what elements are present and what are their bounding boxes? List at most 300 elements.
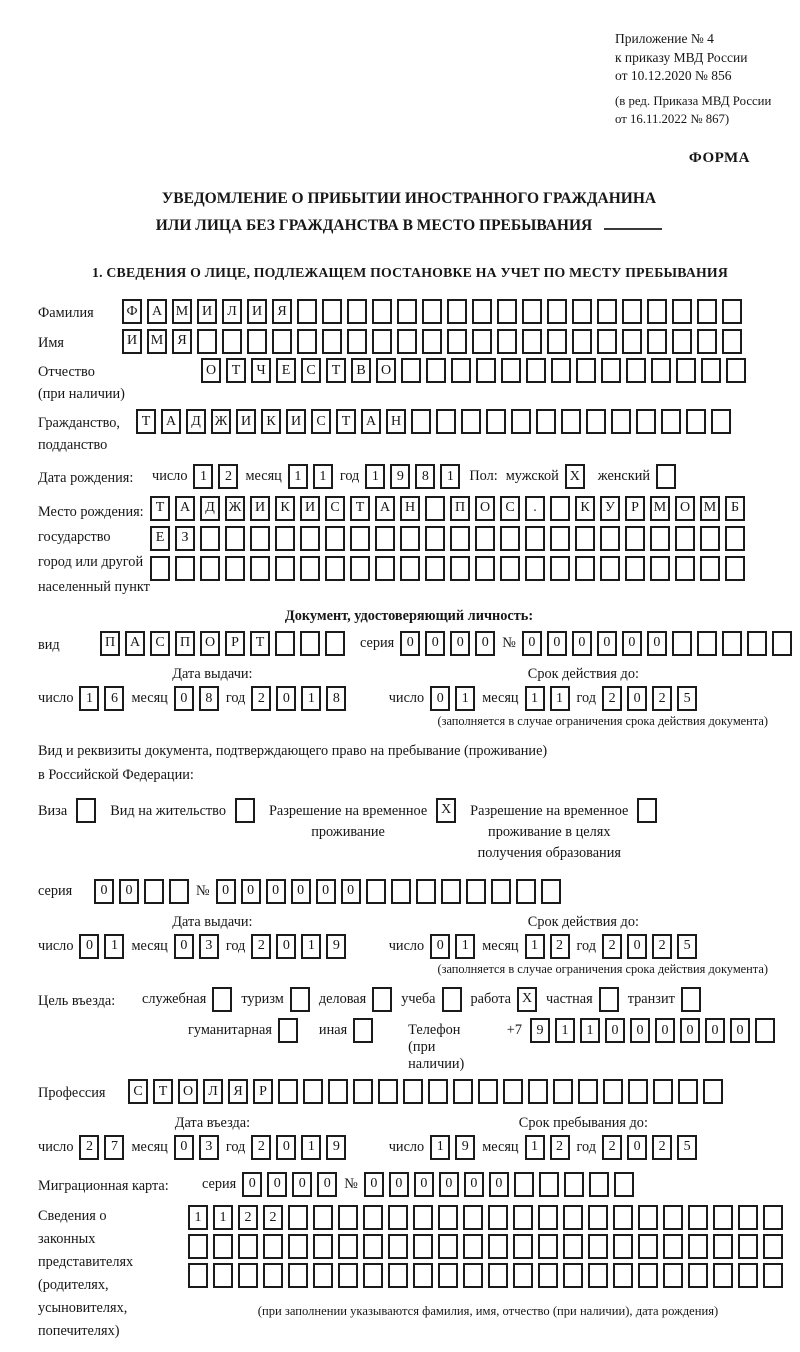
char-box[interactable]: 0 bbox=[400, 631, 420, 656]
char-box[interactable] bbox=[250, 526, 270, 551]
sex-female-checkbox[interactable] bbox=[656, 464, 681, 489]
doc-issue-month-input[interactable] bbox=[174, 686, 224, 711]
char-box[interactable] bbox=[213, 1234, 233, 1259]
char-box[interactable] bbox=[388, 1263, 408, 1288]
patronymic-input[interactable] bbox=[201, 358, 751, 383]
char-box[interactable] bbox=[625, 526, 645, 551]
char-box[interactable] bbox=[235, 798, 255, 823]
char-box[interactable] bbox=[663, 1234, 683, 1259]
char-box[interactable]: 2 bbox=[238, 1205, 258, 1230]
char-box[interactable]: 8 bbox=[199, 686, 219, 711]
char-box[interactable]: О bbox=[475, 496, 495, 521]
char-box[interactable]: 5 bbox=[677, 686, 697, 711]
char-box[interactable]: К bbox=[261, 409, 281, 434]
doc-kind-input[interactable] bbox=[100, 631, 350, 656]
char-box[interactable]: 0 bbox=[276, 686, 296, 711]
char-box[interactable] bbox=[513, 1263, 533, 1288]
char-box[interactable] bbox=[447, 329, 467, 354]
char-box[interactable]: 2 bbox=[602, 686, 622, 711]
residence-issue-day-input[interactable] bbox=[79, 934, 129, 959]
char-box[interactable] bbox=[375, 526, 395, 551]
citizenship-input[interactable] bbox=[136, 409, 736, 434]
char-box[interactable]: 2 bbox=[602, 1135, 622, 1160]
char-box[interactable]: 1 bbox=[104, 934, 124, 959]
char-box[interactable]: 2 bbox=[602, 934, 622, 959]
residence-valid-year-input[interactable] bbox=[602, 934, 702, 959]
char-box[interactable] bbox=[150, 556, 170, 581]
entry-year-input[interactable] bbox=[251, 1135, 351, 1160]
doc-series-input[interactable] bbox=[400, 631, 500, 656]
char-box[interactable] bbox=[413, 1234, 433, 1259]
char-box[interactable]: 0 bbox=[425, 631, 445, 656]
phone-input[interactable] bbox=[530, 1018, 780, 1043]
doc-issue-year-input[interactable] bbox=[251, 686, 351, 711]
char-box[interactable] bbox=[697, 299, 717, 324]
char-box[interactable] bbox=[676, 358, 696, 383]
char-box[interactable]: 1 bbox=[555, 1018, 575, 1043]
stay-year-input[interactable] bbox=[602, 1135, 702, 1160]
residence-issue-month-input[interactable] bbox=[174, 934, 224, 959]
char-box[interactable]: X bbox=[517, 987, 537, 1012]
char-box[interactable] bbox=[497, 329, 517, 354]
char-box[interactable]: Я bbox=[172, 329, 192, 354]
char-box[interactable]: О bbox=[675, 496, 695, 521]
char-box[interactable]: Ж bbox=[211, 409, 231, 434]
char-box[interactable] bbox=[397, 329, 417, 354]
char-box[interactable] bbox=[600, 526, 620, 551]
char-box[interactable]: 0 bbox=[430, 686, 450, 711]
char-box[interactable] bbox=[713, 1205, 733, 1230]
char-box[interactable] bbox=[478, 1079, 498, 1104]
char-box[interactable] bbox=[700, 556, 720, 581]
char-box[interactable]: 1 bbox=[79, 686, 99, 711]
char-box[interactable]: А bbox=[161, 409, 181, 434]
char-box[interactable]: X bbox=[565, 464, 585, 489]
char-box[interactable] bbox=[488, 1205, 508, 1230]
residence-permit-checkbox[interactable] bbox=[226, 798, 255, 823]
char-box[interactable] bbox=[288, 1234, 308, 1259]
char-box[interactable] bbox=[197, 329, 217, 354]
char-box[interactable]: 9 bbox=[326, 934, 346, 959]
char-box[interactable]: 0 bbox=[450, 631, 470, 656]
char-box[interactable] bbox=[303, 1079, 323, 1104]
char-box[interactable]: 2 bbox=[550, 1135, 570, 1160]
char-box[interactable]: 1 bbox=[301, 686, 321, 711]
char-box[interactable]: П bbox=[100, 631, 120, 656]
char-box[interactable] bbox=[325, 631, 345, 656]
char-box[interactable]: 0 bbox=[605, 1018, 625, 1043]
char-box[interactable]: 0 bbox=[79, 934, 99, 959]
char-box[interactable] bbox=[272, 329, 292, 354]
char-box[interactable] bbox=[688, 1263, 708, 1288]
char-box[interactable]: 0 bbox=[627, 686, 647, 711]
char-box[interactable] bbox=[675, 526, 695, 551]
char-box[interactable] bbox=[722, 329, 742, 354]
char-box[interactable] bbox=[338, 1263, 358, 1288]
char-box[interactable]: 8 bbox=[415, 464, 435, 489]
char-box[interactable]: 9 bbox=[390, 464, 410, 489]
char-box[interactable]: Д bbox=[200, 496, 220, 521]
char-box[interactable] bbox=[372, 987, 392, 1012]
char-box[interactable]: 0 bbox=[572, 631, 592, 656]
char-box[interactable] bbox=[551, 358, 571, 383]
char-box[interactable] bbox=[563, 1263, 583, 1288]
char-box[interactable] bbox=[378, 1079, 398, 1104]
char-box[interactable] bbox=[575, 526, 595, 551]
char-box[interactable] bbox=[238, 1234, 258, 1259]
char-box[interactable] bbox=[563, 1205, 583, 1230]
char-box[interactable] bbox=[353, 1018, 373, 1043]
char-box[interactable] bbox=[672, 329, 692, 354]
char-box[interactable] bbox=[547, 329, 567, 354]
char-box[interactable] bbox=[466, 879, 486, 904]
char-box[interactable]: Т bbox=[326, 358, 346, 383]
char-box[interactable] bbox=[701, 358, 721, 383]
char-box[interactable] bbox=[611, 409, 631, 434]
char-box[interactable]: Ф bbox=[122, 299, 142, 324]
char-box[interactable]: Е bbox=[276, 358, 296, 383]
char-box[interactable] bbox=[388, 1234, 408, 1259]
birth-place-row2-input[interactable] bbox=[150, 526, 750, 551]
char-box[interactable]: 2 bbox=[251, 686, 271, 711]
char-box[interactable]: Я bbox=[228, 1079, 248, 1104]
char-box[interactable]: О bbox=[201, 358, 221, 383]
char-box[interactable] bbox=[553, 1079, 573, 1104]
char-box[interactable] bbox=[713, 1234, 733, 1259]
char-box[interactable] bbox=[372, 329, 392, 354]
residence-valid-month-input[interactable] bbox=[525, 934, 575, 959]
char-box[interactable]: С bbox=[325, 496, 345, 521]
char-box[interactable]: 0 bbox=[630, 1018, 650, 1043]
char-box[interactable]: И bbox=[122, 329, 142, 354]
char-box[interactable] bbox=[697, 329, 717, 354]
char-box[interactable] bbox=[225, 526, 245, 551]
char-box[interactable] bbox=[622, 299, 642, 324]
purpose-official-checkbox[interactable] bbox=[212, 987, 232, 1012]
char-box[interactable] bbox=[200, 526, 220, 551]
char-box[interactable] bbox=[563, 1234, 583, 1259]
char-box[interactable] bbox=[536, 409, 556, 434]
char-box[interactable]: 0 bbox=[317, 1172, 337, 1197]
char-box[interactable] bbox=[588, 1205, 608, 1230]
char-box[interactable] bbox=[263, 1234, 283, 1259]
char-box[interactable] bbox=[600, 556, 620, 581]
char-box[interactable]: 5 bbox=[677, 934, 697, 959]
char-box[interactable] bbox=[300, 631, 320, 656]
residence-number-input[interactable] bbox=[216, 879, 566, 904]
residence-series-input[interactable] bbox=[94, 879, 194, 904]
char-box[interactable]: 0 bbox=[627, 1135, 647, 1160]
char-box[interactable] bbox=[755, 1018, 775, 1043]
char-box[interactable]: 0 bbox=[475, 631, 495, 656]
char-box[interactable]: . bbox=[525, 496, 545, 521]
char-box[interactable] bbox=[325, 526, 345, 551]
char-box[interactable] bbox=[525, 556, 545, 581]
char-box[interactable]: К bbox=[575, 496, 595, 521]
char-box[interactable] bbox=[391, 879, 411, 904]
char-box[interactable] bbox=[451, 358, 471, 383]
char-box[interactable] bbox=[599, 987, 619, 1012]
purpose-humanitarian-checkbox[interactable] bbox=[278, 1018, 298, 1043]
char-box[interactable]: 1 bbox=[193, 464, 213, 489]
char-box[interactable]: 0 bbox=[341, 879, 361, 904]
char-box[interactable] bbox=[363, 1205, 383, 1230]
char-box[interactable] bbox=[622, 329, 642, 354]
char-box[interactable] bbox=[650, 556, 670, 581]
char-box[interactable]: 2 bbox=[251, 934, 271, 959]
char-box[interactable] bbox=[425, 556, 445, 581]
char-box[interactable] bbox=[475, 556, 495, 581]
char-box[interactable] bbox=[366, 879, 386, 904]
doc-valid-year-input[interactable] bbox=[602, 686, 702, 711]
birth-month-input[interactable] bbox=[288, 464, 338, 489]
char-box[interactable] bbox=[572, 299, 592, 324]
char-box[interactable] bbox=[747, 631, 767, 656]
char-box[interactable]: М bbox=[650, 496, 670, 521]
char-box[interactable]: Т bbox=[250, 631, 270, 656]
char-box[interactable] bbox=[550, 496, 570, 521]
char-box[interactable] bbox=[738, 1263, 758, 1288]
char-box[interactable] bbox=[678, 1079, 698, 1104]
char-box[interactable] bbox=[288, 1205, 308, 1230]
char-box[interactable] bbox=[313, 1205, 333, 1230]
char-box[interactable]: 0 bbox=[464, 1172, 484, 1197]
char-box[interactable]: И bbox=[300, 496, 320, 521]
char-box[interactable] bbox=[144, 879, 164, 904]
char-box[interactable] bbox=[672, 631, 692, 656]
char-box[interactable]: А bbox=[175, 496, 195, 521]
char-box[interactable]: Д bbox=[186, 409, 206, 434]
char-box[interactable]: 1 bbox=[313, 464, 333, 489]
char-box[interactable]: 3 bbox=[199, 934, 219, 959]
char-box[interactable]: 1 bbox=[455, 686, 475, 711]
purpose-tourism-checkbox[interactable] bbox=[290, 987, 310, 1012]
char-box[interactable]: 0 bbox=[174, 934, 194, 959]
char-box[interactable]: 1 bbox=[525, 686, 545, 711]
char-box[interactable] bbox=[522, 299, 542, 324]
char-box[interactable] bbox=[614, 1172, 634, 1197]
char-box[interactable] bbox=[488, 1234, 508, 1259]
char-box[interactable]: 1 bbox=[525, 1135, 545, 1160]
char-box[interactable] bbox=[375, 556, 395, 581]
char-box[interactable] bbox=[338, 1234, 358, 1259]
char-box[interactable] bbox=[238, 1263, 258, 1288]
char-box[interactable] bbox=[463, 1205, 483, 1230]
char-box[interactable] bbox=[613, 1263, 633, 1288]
char-box[interactable]: П bbox=[175, 631, 195, 656]
char-box[interactable]: Т bbox=[150, 496, 170, 521]
char-box[interactable] bbox=[628, 1079, 648, 1104]
char-box[interactable]: 0 bbox=[389, 1172, 409, 1197]
char-box[interactable] bbox=[561, 409, 581, 434]
char-box[interactable] bbox=[503, 1079, 523, 1104]
char-box[interactable]: 2 bbox=[251, 1135, 271, 1160]
doc-valid-month-input[interactable] bbox=[525, 686, 575, 711]
char-box[interactable]: Ч bbox=[251, 358, 271, 383]
char-box[interactable] bbox=[422, 329, 442, 354]
char-box[interactable]: М bbox=[172, 299, 192, 324]
char-box[interactable] bbox=[511, 409, 531, 434]
char-box[interactable] bbox=[613, 1234, 633, 1259]
char-box[interactable]: Л bbox=[203, 1079, 223, 1104]
char-box[interactable]: С bbox=[128, 1079, 148, 1104]
purpose-transit-checkbox[interactable] bbox=[681, 987, 701, 1012]
char-box[interactable] bbox=[213, 1263, 233, 1288]
purpose-other-checkbox[interactable] bbox=[353, 1018, 373, 1043]
char-box[interactable]: 1 bbox=[430, 1135, 450, 1160]
char-box[interactable] bbox=[328, 1079, 348, 1104]
char-box[interactable]: Т bbox=[136, 409, 156, 434]
char-box[interactable]: 0 bbox=[730, 1018, 750, 1043]
char-box[interactable] bbox=[638, 1263, 658, 1288]
migration-number-input[interactable] bbox=[364, 1172, 639, 1197]
char-box[interactable] bbox=[212, 987, 232, 1012]
char-box[interactable]: У bbox=[600, 496, 620, 521]
char-box[interactable] bbox=[413, 1263, 433, 1288]
representatives-row1-input[interactable] bbox=[188, 1205, 788, 1230]
birth-day-input[interactable] bbox=[193, 464, 243, 489]
char-box[interactable] bbox=[403, 1079, 423, 1104]
char-box[interactable] bbox=[275, 526, 295, 551]
char-box[interactable] bbox=[538, 1205, 558, 1230]
char-box[interactable] bbox=[426, 358, 446, 383]
char-box[interactable] bbox=[526, 358, 546, 383]
char-box[interactable] bbox=[613, 1205, 633, 1230]
char-box[interactable]: С bbox=[150, 631, 170, 656]
purpose-study-checkbox[interactable] bbox=[442, 987, 462, 1012]
char-box[interactable] bbox=[638, 1205, 658, 1230]
char-box[interactable]: 0 bbox=[705, 1018, 725, 1043]
char-box[interactable]: 0 bbox=[216, 879, 236, 904]
char-box[interactable] bbox=[322, 329, 342, 354]
char-box[interactable] bbox=[651, 358, 671, 383]
char-box[interactable]: 5 bbox=[677, 1135, 697, 1160]
char-box[interactable]: А bbox=[125, 631, 145, 656]
char-box[interactable]: X bbox=[436, 798, 456, 823]
char-box[interactable]: 0 bbox=[276, 1135, 296, 1160]
char-box[interactable] bbox=[278, 1079, 298, 1104]
char-box[interactable] bbox=[550, 556, 570, 581]
char-box[interactable] bbox=[647, 329, 667, 354]
char-box[interactable]: К bbox=[275, 496, 295, 521]
stay-day-input[interactable] bbox=[430, 1135, 480, 1160]
char-box[interactable]: 2 bbox=[263, 1205, 283, 1230]
char-box[interactable] bbox=[601, 358, 621, 383]
char-box[interactable] bbox=[500, 556, 520, 581]
char-box[interactable]: И bbox=[197, 299, 217, 324]
char-box[interactable]: 0 bbox=[627, 934, 647, 959]
char-box[interactable] bbox=[200, 556, 220, 581]
char-box[interactable] bbox=[603, 1079, 623, 1104]
char-box[interactable] bbox=[436, 409, 456, 434]
char-box[interactable] bbox=[463, 1263, 483, 1288]
char-box[interactable] bbox=[372, 299, 392, 324]
char-box[interactable] bbox=[650, 526, 670, 551]
char-box[interactable]: 1 bbox=[301, 934, 321, 959]
char-box[interactable] bbox=[450, 556, 470, 581]
char-box[interactable] bbox=[347, 329, 367, 354]
char-box[interactable]: Т bbox=[336, 409, 356, 434]
char-box[interactable]: Я bbox=[272, 299, 292, 324]
char-box[interactable]: 9 bbox=[455, 1135, 475, 1160]
char-box[interactable]: Р bbox=[625, 496, 645, 521]
char-box[interactable]: 6 bbox=[104, 686, 124, 711]
char-box[interactable] bbox=[401, 358, 421, 383]
char-box[interactable] bbox=[288, 1263, 308, 1288]
char-box[interactable] bbox=[738, 1234, 758, 1259]
char-box[interactable]: 0 bbox=[292, 1172, 312, 1197]
char-box[interactable]: 1 bbox=[525, 934, 545, 959]
char-box[interactable] bbox=[738, 1205, 758, 1230]
char-box[interactable]: 9 bbox=[530, 1018, 550, 1043]
char-box[interactable]: 0 bbox=[276, 934, 296, 959]
name-input[interactable] bbox=[122, 329, 747, 354]
char-box[interactable] bbox=[353, 1079, 373, 1104]
char-box[interactable] bbox=[413, 1205, 433, 1230]
char-box[interactable]: 0 bbox=[174, 686, 194, 711]
char-box[interactable]: 9 bbox=[326, 1135, 346, 1160]
char-box[interactable] bbox=[575, 556, 595, 581]
char-box[interactable]: 1 bbox=[455, 934, 475, 959]
char-box[interactable] bbox=[697, 631, 717, 656]
entry-day-input[interactable] bbox=[79, 1135, 129, 1160]
char-box[interactable] bbox=[501, 358, 521, 383]
char-box[interactable] bbox=[653, 1079, 673, 1104]
char-box[interactable]: 1 bbox=[580, 1018, 600, 1043]
sex-male-checkbox[interactable] bbox=[565, 464, 590, 489]
char-box[interactable] bbox=[725, 526, 745, 551]
char-box[interactable] bbox=[656, 464, 676, 489]
char-box[interactable] bbox=[722, 299, 742, 324]
char-box[interactable] bbox=[497, 299, 517, 324]
char-box[interactable]: З bbox=[175, 526, 195, 551]
char-box[interactable]: 0 bbox=[316, 879, 336, 904]
char-box[interactable] bbox=[325, 556, 345, 581]
char-box[interactable] bbox=[547, 299, 567, 324]
char-box[interactable] bbox=[297, 299, 317, 324]
char-box[interactable] bbox=[538, 1263, 558, 1288]
char-box[interactable] bbox=[442, 987, 462, 1012]
char-box[interactable] bbox=[564, 1172, 584, 1197]
char-box[interactable] bbox=[350, 556, 370, 581]
char-box[interactable]: А bbox=[147, 299, 167, 324]
char-box[interactable] bbox=[576, 358, 596, 383]
char-box[interactable] bbox=[175, 556, 195, 581]
char-box[interactable]: 2 bbox=[652, 1135, 672, 1160]
char-box[interactable] bbox=[416, 879, 436, 904]
char-box[interactable] bbox=[550, 526, 570, 551]
char-box[interactable] bbox=[275, 556, 295, 581]
char-box[interactable] bbox=[675, 556, 695, 581]
char-box[interactable]: Л bbox=[222, 299, 242, 324]
char-box[interactable] bbox=[538, 1234, 558, 1259]
representatives-row2-input[interactable] bbox=[188, 1234, 788, 1259]
char-box[interactable]: А bbox=[361, 409, 381, 434]
char-box[interactable]: Е bbox=[150, 526, 170, 551]
char-box[interactable] bbox=[541, 879, 561, 904]
char-box[interactable] bbox=[578, 1079, 598, 1104]
char-box[interactable] bbox=[425, 496, 445, 521]
char-box[interactable] bbox=[400, 556, 420, 581]
char-box[interactable] bbox=[476, 358, 496, 383]
char-box[interactable] bbox=[572, 329, 592, 354]
char-box[interactable] bbox=[397, 299, 417, 324]
residence-valid-day-input[interactable] bbox=[430, 934, 480, 959]
char-box[interactable] bbox=[453, 1079, 473, 1104]
char-box[interactable]: Т bbox=[153, 1079, 173, 1104]
char-box[interactable]: Ж bbox=[225, 496, 245, 521]
char-box[interactable] bbox=[525, 526, 545, 551]
